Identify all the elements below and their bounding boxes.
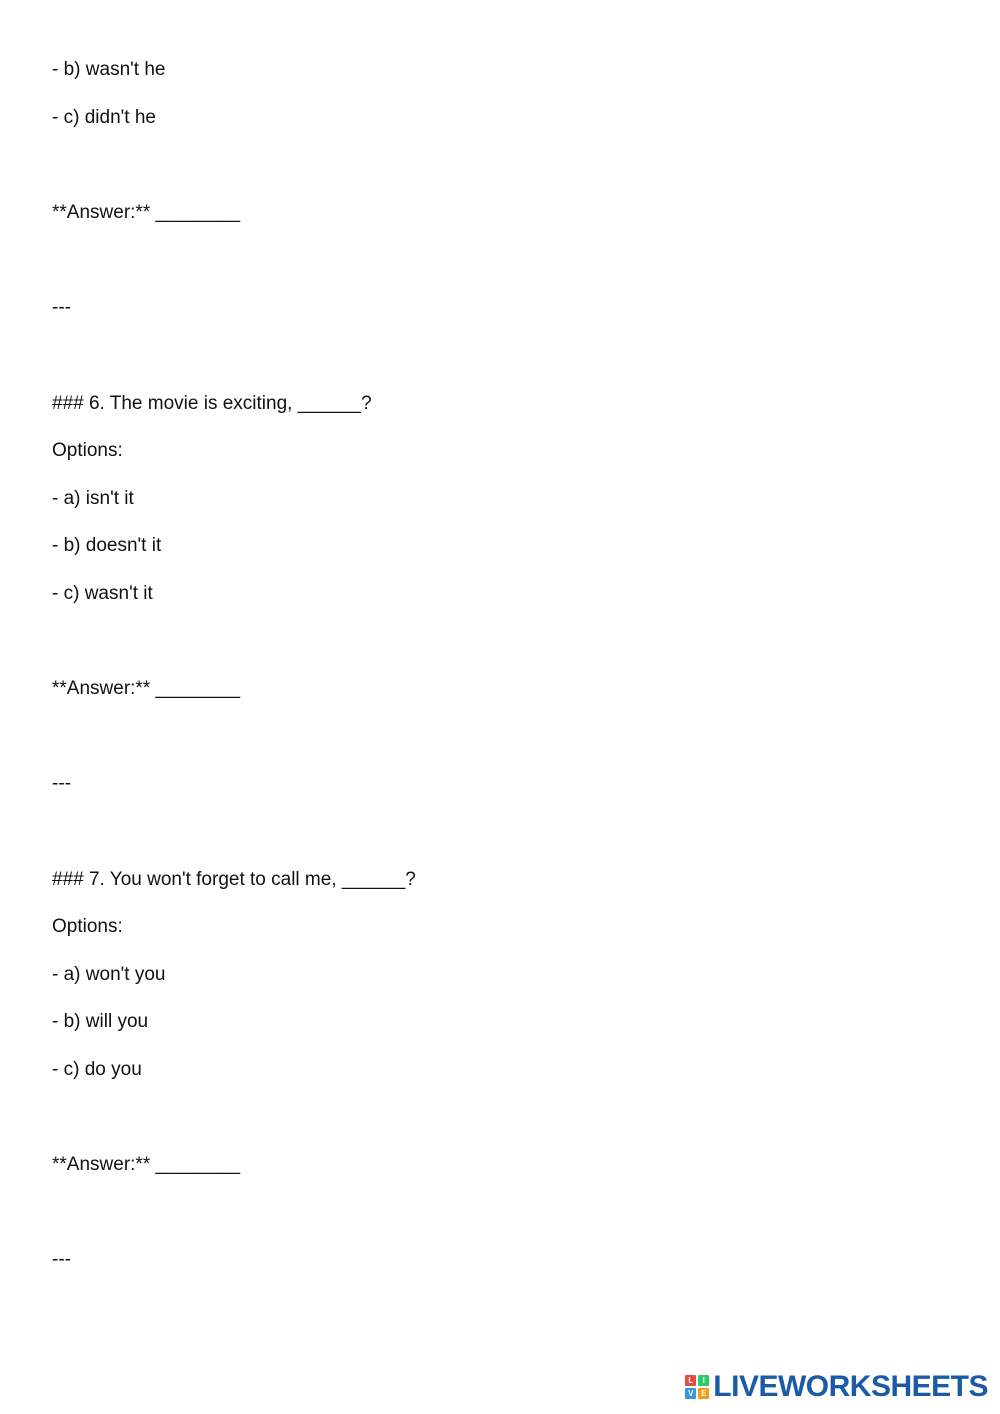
answer-line-q5: **Answer:** ________ — [52, 202, 241, 223]
logo-mark-cell: I — [698, 1375, 709, 1386]
option-a-q6: - a) isn't it — [52, 488, 134, 509]
option-c-q6: - c) wasn't it — [52, 583, 153, 604]
divider-q5: --- — [52, 297, 71, 318]
divider-q7: --- — [52, 1249, 71, 1270]
liveworksheets-logo — [685, 1370, 988, 1404]
liveworksheets-logo-icon — [685, 1375, 709, 1399]
option-b-q7: - b) will you — [52, 1011, 149, 1032]
logo-mark-cell: V — [685, 1388, 696, 1399]
logo-text: LIVEWORKSHEETS — [713, 1370, 988, 1403]
option-a-q7: - a) won't you — [52, 964, 166, 985]
logo-mark-cell: E — [698, 1388, 709, 1399]
answer-line-q7: **Answer:** ________ — [52, 1154, 241, 1175]
option-b-q6: - b) doesn't it — [52, 535, 162, 556]
divider-q6: --- — [52, 773, 71, 794]
options-label-q7: Options: — [52, 916, 123, 937]
options-label-q6: Options: — [52, 440, 123, 461]
option-b-q5: - b) wasn't he — [52, 59, 166, 80]
option-c-q7: - c) do you — [52, 1059, 142, 1080]
logo-mark-cell: L — [685, 1375, 696, 1386]
answer-line-q6: **Answer:** ________ — [52, 678, 241, 699]
option-c-q5: - c) didn't he — [52, 107, 156, 128]
question-6: ### 6. The movie is exciting, ______? — [52, 393, 372, 414]
question-7: ### 7. You won't forget to call me, ______? — [52, 869, 416, 890]
